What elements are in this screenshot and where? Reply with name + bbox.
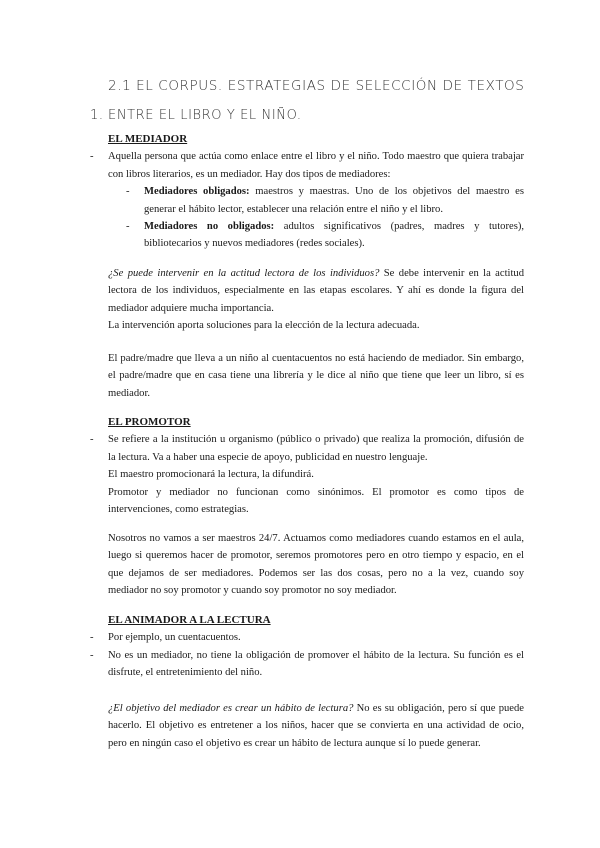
mediador-types-list: [108, 183, 524, 253]
animador-item: - No es un mediador, no tiene la obligación de promover el hábito de la lectura. Su función es el disfrute, el entretenimiento del niño.: [108, 647, 524, 682]
mediador-type-label: Mediadores no obligados:: [144, 221, 275, 233]
mediador-title: EL MEDIADOR: [108, 133, 188, 145]
promotor-line: El maestro promocionará la lectura, la difundirá.: [108, 469, 314, 481]
promotor-definition: [108, 431, 524, 518]
animador-question-paragraph: [108, 700, 524, 752]
animador-question: ¿El objetivo del mediador es crear un hábito de lectura?: [108, 703, 354, 714]
mediador-type-item: [144, 183, 524, 218]
promotor-definition-text: Se refiere a la institución u organismo (público o privado) que realiza la promoción, difusión de la lectura. Va a haber una especie de apoyo, publicidad en nuestro lenguaje.: [108, 434, 524, 463]
animador-section: [108, 612, 524, 682]
mediador-definition: [108, 148, 524, 252]
mediador-section: [108, 131, 524, 253]
mediador-type-text: maestros y maestras. Uno de los objetivos del maestro es generar el hábito lector, establecer una relación entre el niño y el libro.: [144, 186, 525, 215]
animador-title: EL ANIMADOR A LA LECTURA: [108, 614, 271, 626]
subsection-number: 1.: [90, 108, 104, 123]
mediador-question: ¿Se puede intervenir en la actitud lectora de los individuos?: [108, 268, 380, 279]
section-heading: 2.1 EL CORPUS. ESTRATEGIAS DE SELECCIÓN DE TEXTOS: [108, 78, 525, 94]
mediador-type-item: [144, 218, 524, 253]
subsection-title: ENTRE EL LIBRO Y EL NIÑO.: [108, 108, 302, 123]
animador-answer: No es su obligación, pero sí que puede hacerlo. El objetivo es entretener a los niños, hacer que se convierta en una actividad de ocio, pero en ningún caso el objetivo es crear un hábito de lectura aunque sí lo puede generar.: [108, 703, 524, 749]
mediador-question-paragraph: [108, 265, 524, 335]
promotor-section: [108, 414, 524, 518]
mediador-definition-text: Aquella persona que actúa como enlace entre el libro y el niño. Todo maestro que quiera trabajar con libros literarios, es un mediador. Hay dos tipos de mediadores:: [108, 151, 524, 180]
mediador-type-label: Mediadores obligados:: [144, 186, 250, 198]
subsection-heading: [90, 108, 302, 123]
mediador-answer: Se debe intervenir en la actitud lectora de los individuos, especialmente en las etapas escolares. Y ahí es donde la figura del mediador adquiere mucha importancia.: [108, 268, 524, 314]
mediador-type-text: adultos significativos (padres, madres y tutores), bibliotecarios y nuevos mediadores (redes sociales).: [144, 221, 524, 250]
mediador-example: El padre/madre que lleva a un niño al cuentacuentos no está haciendo de mediador. Sin embargo, el padre/madre que en casa tiene una librería y le dice al niño que tiene que leer un libro, sí es mediador.: [108, 353, 524, 399]
mediador-intervention: La intervención aporta soluciones para la elección de la lectura adecuada.: [108, 320, 420, 332]
promotor-paragraph: Nosotros no vamos a ser maestros 24/7. Actuamos como mediadores cuando estamos en el aula, luego si queremos hacer de promotor, seremos promotores pero en otro tiempo y espacio, en el que dejamos de ser mediadores. Podemos ser las dos cosas, pero no a la vez, cuando soy mediador no soy promotor y cuando soy promotor no soy mediador.: [108, 533, 524, 597]
promotor-title: EL PROMOTOR: [108, 416, 191, 428]
animador-item: - Por ejemplo, un cuentacuentos.: [108, 629, 524, 646]
promotor-line: Promotor y mediador no funcionan como sinónimos. El promotor es como tipos de intervenciones, como estrategias.: [108, 486, 524, 516]
